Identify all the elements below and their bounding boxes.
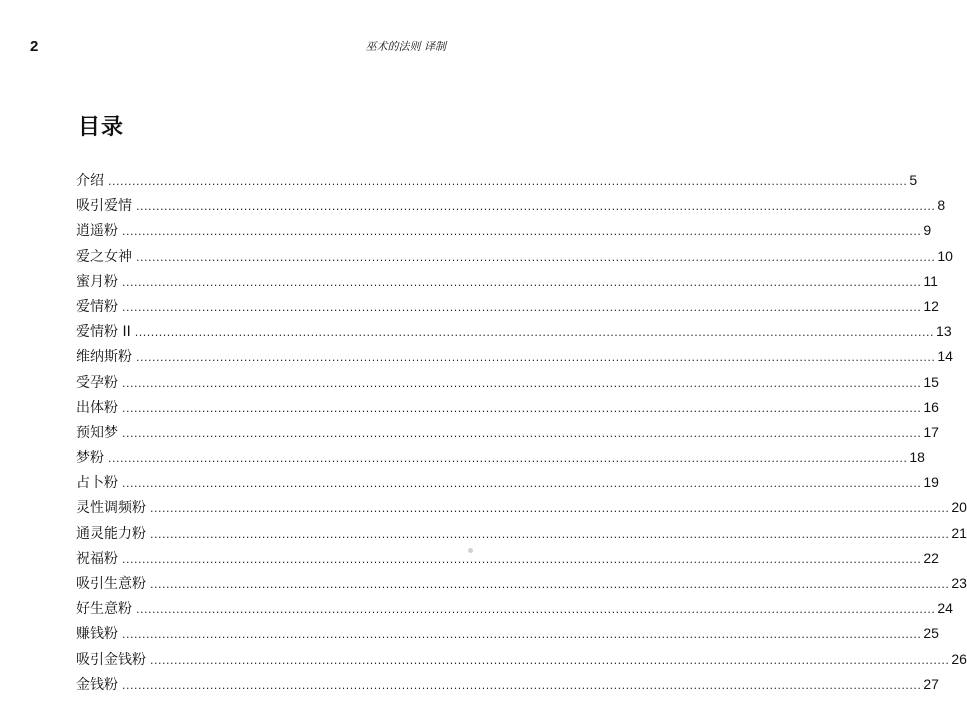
toc-entry[interactable] [76,296,939,321]
toc-entry-page: 18 [909,449,925,466]
toc-entry[interactable] [76,397,939,422]
toc-entry-page: 22 [923,549,939,566]
toc-dot-leader: ........................................................................................................................................................................................................ [134,326,935,340]
toc-dot-leader: ........................................................................................................................................................................................................ [136,603,936,617]
toc-entry-label: 通灵能力粉 [76,525,146,542]
toc-entry-page: 15 [923,373,939,390]
toc-entry[interactable] [76,220,932,245]
toc-entry-label: 出体粉 [76,399,118,416]
toc-dot-leader: ........................................................................................................................................................................................................ [122,376,922,390]
page-number: 2 [30,38,39,55]
toc-entry-page: 14 [937,348,953,365]
toc-entry[interactable] [76,422,939,447]
toc-entry-label: 好生意粉 [76,601,132,618]
toc-dot-leader: ........................................................................................................................................................................................................ [136,351,936,365]
toc-title: 目录 [78,115,125,140]
toc-entry-page: 25 [923,625,939,642]
toc-entry-label: 介绍 [76,173,104,189]
toc-entry-label: 赚钱粉 [76,626,118,643]
toc-entry-page: 24 [937,600,953,617]
toc-entry-page: 20 [951,499,967,516]
running-header: 巫术的法则 译制 [365,40,446,53]
toc-entry-page: 8 [937,197,946,214]
toc-entry[interactable] [76,170,918,195]
toc-entry-label: 占卜粉 [76,475,118,492]
toc-entry-label: 梦粉 [76,450,104,467]
toc-list [76,170,967,699]
toc-dot-leader: ........................................................................................................................................................................................................ [122,300,922,314]
toc-dot-leader: ........................................................................................................................................................................................................ [122,401,922,415]
toc-dot-leader: ........................................................................................................................................................................................................ [122,225,922,239]
toc-entry-label: 吸引爱情 [76,198,132,215]
toc-dot-leader: ........................................................................................................................................................................................................ [122,477,922,491]
toc-dot-leader: ........................................................................................................................................................................................................ [108,175,908,188]
toc-entry-label: 祝福粉 [76,550,118,567]
toc-dot-leader: ........................................................................................................................................................................................................ [136,250,936,264]
toc-entry[interactable] [76,523,967,548]
toc-entry-label: 维纳斯粉 [76,349,132,366]
toc-entry-page: 19 [923,474,939,491]
toc-entry-page: 23 [951,575,967,591]
toc-entry[interactable] [76,548,939,573]
toc-entry-label: 逍遥粉 [76,223,118,240]
toc-entry-label: 吸引金钱粉 [76,651,146,668]
toc-entry-label: 爱之女神 [76,248,132,265]
toc-dot-leader: ........................................................................................................................................................................................................ [122,628,922,642]
toc-dot-leader: ........................................................................................................................................................................................................ [122,678,922,692]
scan-dot-mark [468,548,473,553]
toc-entry[interactable] [76,623,939,648]
toc-dot-leader: ........................................................................................................................................................................................................ [136,200,936,214]
toc-entry[interactable] [76,246,953,271]
toc-entry[interactable] [76,497,967,522]
toc-entry[interactable] [76,649,967,674]
toc-entry[interactable] [76,447,925,472]
toc-dot-leader: ........................................................................................................................................................................................................ [150,527,950,541]
toc-entry-page: 9 [923,222,932,239]
toc-entry-page: 27 [923,675,939,692]
toc-entry[interactable] [76,372,939,397]
toc-entry[interactable] [76,195,946,220]
toc-entry[interactable] [76,271,938,296]
toc-dot-leader: ........................................................................................................................................................................................................ [150,653,950,667]
toc-entry-page: 10 [937,247,953,264]
toc-dot-leader: ........................................................................................................................................................................................................ [122,426,922,440]
toc-dot-leader: ........................................................................................................................................................................................................ [122,275,922,289]
toc-entry-page: 17 [923,423,939,440]
toc-entry-label: 金钱粉 [76,676,118,693]
toc-dot-leader: ........................................................................................................................................................................................................ [122,552,922,566]
toc-entry-page: 21 [951,524,967,541]
toc-entry[interactable] [76,674,939,699]
toc-entry-page: 26 [951,650,967,667]
toc-entry-page: 5 [909,172,918,188]
toc-entry-label: 吸引生意粉 [76,576,146,592]
toc-entry[interactable] [76,472,939,497]
toc-dot-leader: ........................................................................................................................................................................................................ [108,452,908,466]
toc-entry-page: 11 [923,272,938,289]
toc-entry-label: 爱情粉 [76,298,118,315]
toc-entry-page: 13 [936,323,952,340]
toc-entry-label: 蜜月粉 [76,273,118,290]
toc-dot-leader: ........................................................................................................................................................................................................ [150,502,950,516]
toc-entry-label: 灵性调频粉 [76,500,146,517]
toc-entry[interactable] [76,573,967,598]
toc-entry-page: 12 [923,297,939,314]
toc-entry[interactable] [76,598,953,623]
toc-entry-label: 爱情粉 II [76,324,131,341]
toc-dot-leader: ........................................................................................................................................................................................................ [150,578,950,591]
toc-entry-label: 预知梦 [76,424,118,441]
toc-entry-label: 受孕粉 [76,374,118,391]
toc-entry[interactable] [76,346,953,371]
toc-entry[interactable] [76,321,952,346]
toc-entry-page: 16 [923,398,939,415]
